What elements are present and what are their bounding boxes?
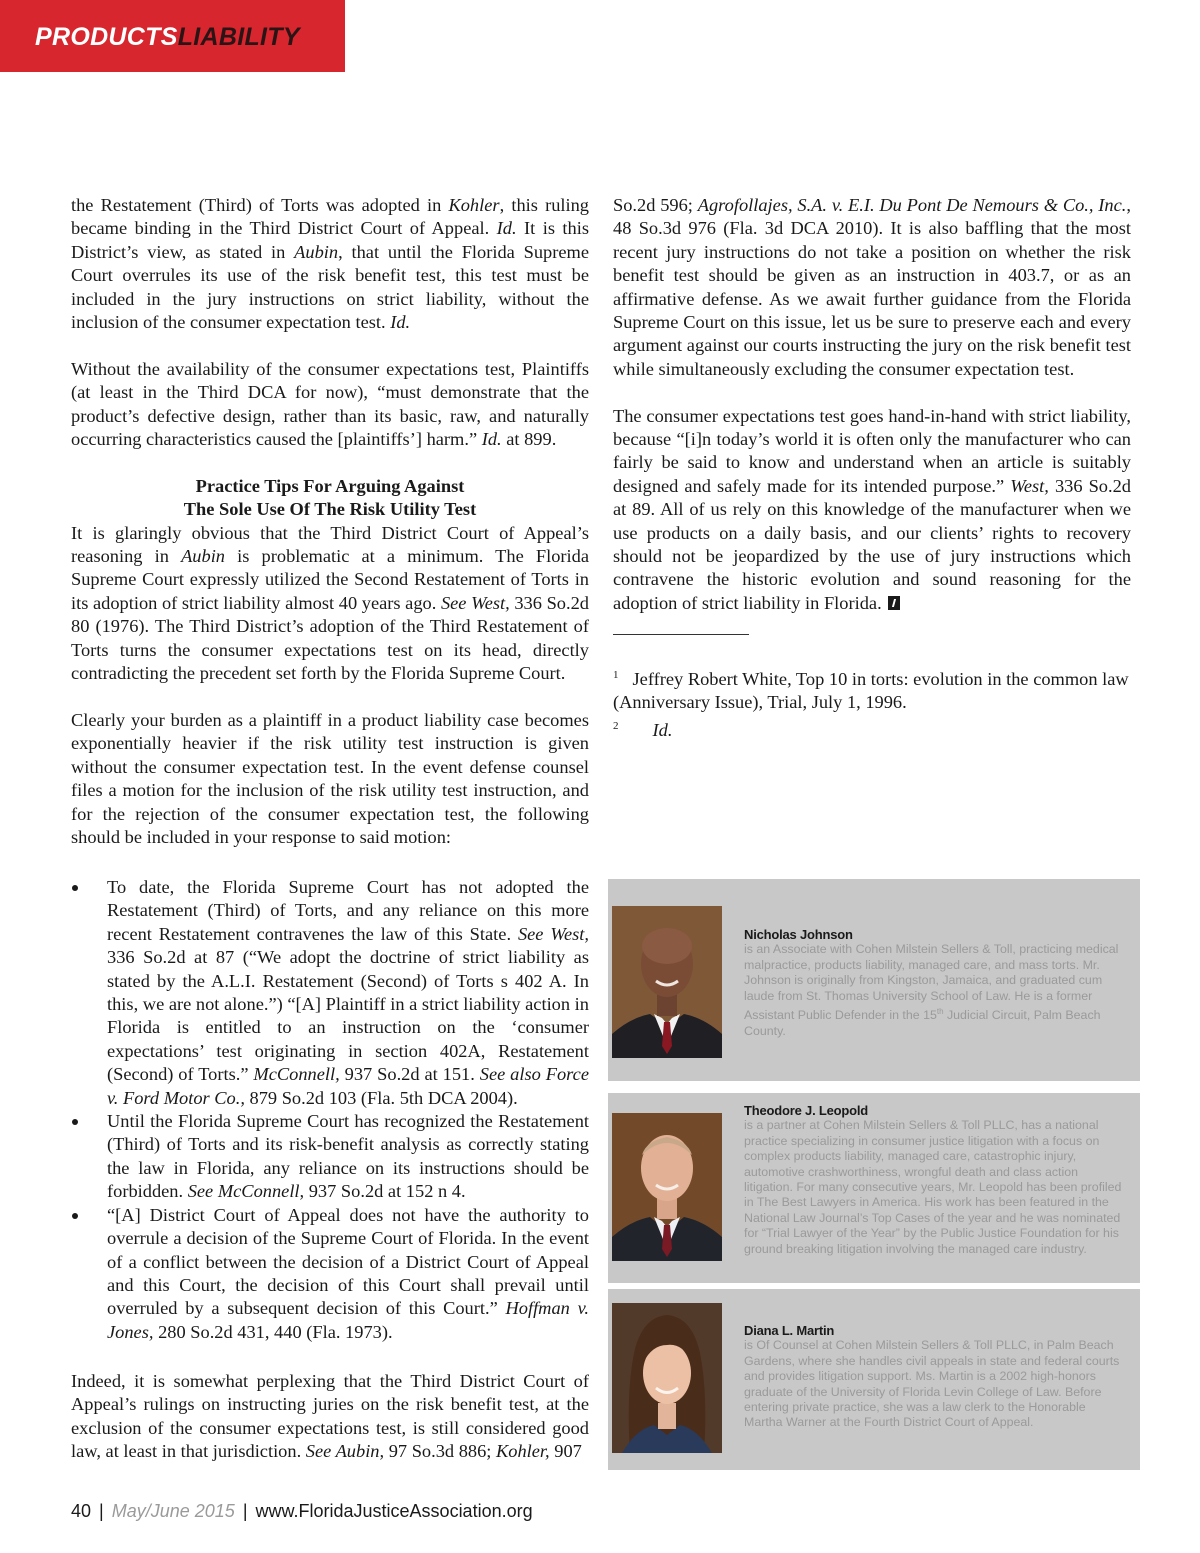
body-text: It is glaringly obvious that the Third District Court of Appeal’s reasoning in <box>71 522 589 567</box>
body-text: 336 So.2d 80 (1976). The Third District’s adoption of the Third Restatement of Torts turns the consumer expectations test on its head, directly contradicting the precedent set forth by the Florida Supreme Court. <box>71 592 589 684</box>
paragraph <box>71 709 589 849</box>
author-name: Diana L. Martin <box>744 1323 835 1338</box>
author-photo <box>612 1303 722 1453</box>
citation-text: Kohler <box>448 195 500 215</box>
body-text: The consumer expectations test goes hand-in-hand with strict liability, because “[i]n today’s world it is often only the manufacturer who can fairly be said to know and understand when an article is suitably designed and safely made for its intended purpose.” <box>613 405 1131 496</box>
bullet-list <box>71 876 589 1344</box>
citation-text: See Aubin, <box>305 1441 385 1462</box>
body-text: 879 So.2d 103 (Fla. 5th DCA 2004). <box>244 1087 518 1108</box>
citation-text: See also Force v. Ford Motor Co., <box>107 1064 589 1108</box>
paragraph <box>71 1370 589 1464</box>
right-column <box>613 194 1131 639</box>
citation-text: West, <box>1010 475 1049 496</box>
author-photo <box>612 906 722 1058</box>
body-text: 97 So.3d 886; <box>384 1441 496 1462</box>
body-text: It is this District’s view, as stated in <box>71 218 589 262</box>
citation-text: See West, <box>517 923 589 944</box>
author-name: Theodore J. Leopold <box>744 1103 869 1118</box>
body-text: at 899. <box>501 429 557 450</box>
body-text: Indeed, it is somewhat perplexing that the Third District Court of Appeal’s rulings on instructing juries on the risk benefit test, at the exclusion of the consumer expectations test, is still considered good law, at least in that jurisdiction. <box>71 1371 589 1462</box>
author-bio: Theodore J. Leopold is a partner at Cohen Milstein Sellers & Toll PLLC, has a national practice specializing in consumer justice litigation with a focus on complex products liability, managed care, catastrophic injury, automotive crashworthiness, wrongful death and class action litigation. For many consecutive years, Mr. Leopold has been profiled in The Best Lawyers in America. His work has been featured in the National Law Journal’s Top Cases of the year and he was nominated for “Trial Lawyer of the Year” by the Public Justice Foundation for his ground breaking litigation involving the managed care industry. <box>744 1103 1122 1256</box>
paragraph <box>613 405 1131 616</box>
body-text: Without the availability of the consumer expectations test, Plaintiffs (at least in the Third DCA for now), “must demonstrate that the product’s defective design, rather than its basic, raw, and naturally occurring characteristics caused the [plaintiffs’] harm.” <box>71 358 589 450</box>
body-text: So.2d 596; <box>613 195 698 215</box>
paragraph <box>71 522 589 686</box>
section-label: PRODUCTSLIABILITY <box>35 23 300 51</box>
body-text: , 48 So.3d 976 (Fla. 3d DCA 2010). It is also baffling that the most recent jury instructions do not take a position on whether the risk benefit test should be given as an instruction in 403.7, or as an affirmative defense. As we await further guidance from the Florida Supreme Court on this issue, let us be sure to preserve each and every argument against our courts instructing the jury on the risk benefit test while simultaneously excluding the consumer expectation test. <box>613 195 1131 379</box>
body-text: Clearly your burden as a plaintiff in a product liability case becomes exponentially heavier if the risk utility test instruction is given without the consumer expectation test. In the event defense counsel files a motion for the inclusion of the risk utility test instruction, and for the rejection of the consumer expectation test, the following should be included in your response to said motion: <box>71 709 589 847</box>
footnotes <box>613 664 1131 742</box>
author-bio: Diana L. Martin is Of Counsel at Cohen Milstein Sellers & Toll PLLC, in Palm Beach Gardens, where she handles civil appeals in state and federal courts and provides litigation support. Ms. Martin is a 2002 high-honors graduate of the University of Florida Levin College of Law. Before entering private practice, she was a law clerk to the Honorable Martha Warner at the Fourth District Court of Appeal. <box>744 1323 1122 1431</box>
citation-text: Id. <box>390 312 411 333</box>
body-text: , that until the Florida Supreme Court overrules its use of the risk benefit test, this test must be included in the jury instructions on strict liability, without the inclusion of the consumer expectation test. <box>71 241 589 333</box>
author-bio: Nicholas Johnson is an Associate with Cohen Milstein Sellers & Toll, practicing medical malpractice, products liability, managed care, and mass torts. Mr. Johnson is originally from Kingston, Jamaica, and graduated cum laude from St. Thomas University School of Law. He is a former Assistant Public Defender in the 15th Judicial Circuit, Palm Beach County. <box>744 927 1122 1039</box>
author-bio-box <box>608 879 1140 1081</box>
footnote: $^1$ Jeffrey Robert White, Top 10 in torts: evolution in the common law (Anniversary Issue), Trial, July 1, 1996. <box>613 669 1129 713</box>
body-text: 336 So.2d at 89. All of us rely on this knowledge of the manufacturer when we use products on a daily basis, and our clients’ rights to recovery should not be jeopardized by the use of jury instructions which contravene the historic evolution and sound reasoning for the adoption of strict liability in Florida. <box>613 475 1131 613</box>
bullet-item <box>71 876 589 1110</box>
issue-date: May/June 2015 <box>111 1501 235 1521</box>
section-subheading: Practice Tips For Arguing Against The Sole Use Of The Risk Utility Test <box>183 475 477 520</box>
citation-text: Aubin <box>294 241 339 262</box>
citation-text: Kohler, <box>496 1441 550 1462</box>
body-text: 280 So.2d 431, 440 (Fla. 1973). <box>153 1321 393 1342</box>
bullet-item <box>71 1110 589 1204</box>
page-number: 40 <box>71 1501 92 1521</box>
body-text: 937 So.2d at 151. <box>339 1064 480 1085</box>
citation-text: See West, <box>440 592 510 613</box>
body-text: 336 So.2d at 87 (“We adopt the doctrine of strict liability as stated by the A.L.I. Restatement (Second) of Torts s 402 A. In this, we are not alone.”) “[A] Plaintiff in a strict liability action in Florida is entitled to an instruction on the ‘consumer expectations’ test originating in section 402A, Restatement (Second) of Torts.” <box>107 947 589 1085</box>
author-bio-box <box>608 1289 1140 1470</box>
bullet-item <box>71 1204 589 1344</box>
end-of-article-icon <box>888 596 900 610</box>
paragraph <box>71 194 589 334</box>
body-text: To date, the Florida Supreme Court has not adopted the Restatement (Third) of Torts, and any reliance on this more recent Restatement contravenes the law of this State. <box>107 877 589 944</box>
bullet-list-container <box>71 876 589 1368</box>
paragraph <box>613 194 1131 381</box>
body-text: the Restatement (Third) of Torts was adopted in <box>71 195 449 215</box>
page-footer: 40 | May/June 2015 | www.FloridaJusticeAssociation.org <box>71 1501 533 1521</box>
body-text: “[A] District Court of Appeal does not have the authority to overrule a decision of the Supreme Court of Florida. In the event of a conflict between the decision of a District Court of Appeal and this Court, the decision of this Court shall prevail until overruled by a subsequent decision of this Court.” <box>107 1204 589 1319</box>
citation-text: See McConnell, <box>187 1181 305 1202</box>
citation-text: Hoffman v. Jones, <box>107 1298 589 1342</box>
paragraph <box>71 358 589 452</box>
citation-text: Aubin <box>181 546 226 567</box>
closing-paragraph <box>71 1370 589 1464</box>
section-tab <box>0 0 345 72</box>
citation-text: Agrofollajes, S.A. v. E.I. Du Pont De Nemours & Co., Inc. <box>697 195 1127 215</box>
body-text: is problematic at a minimum. The Florida Supreme Court expressly utilized the Second Restatement of Torts in its adoption of strict liability almost 40 years ago. <box>71 546 589 613</box>
author-photo <box>612 1113 722 1261</box>
body-text: Until the Florida Supreme Court has recognized the Restatement (Third) of Torts and its risk-benefit analysis as correctly stating the law in Florida, any reliance on its instructions should be forbidden. <box>107 1111 589 1202</box>
author-name: Nicholas Johnson <box>744 927 853 942</box>
citation-text: McConnell, <box>253 1064 340 1085</box>
citation-text: Id. <box>481 429 502 450</box>
left-column <box>71 194 589 873</box>
footnote: $^2$ Id. <box>613 719 673 740</box>
website-link[interactable]: www.FloridaJusticeAssociation.org <box>255 1501 533 1521</box>
body-text: , this ruling became binding in the Third District Court of Appeal. <box>71 195 589 239</box>
citation-text: Id. <box>496 218 517 239</box>
author-bio-box <box>608 1093 1140 1283</box>
body-text: 907 <box>549 1441 582 1462</box>
footnote-divider <box>613 634 749 635</box>
body-text: 937 So.2d at 152 n 4. <box>304 1181 466 1202</box>
